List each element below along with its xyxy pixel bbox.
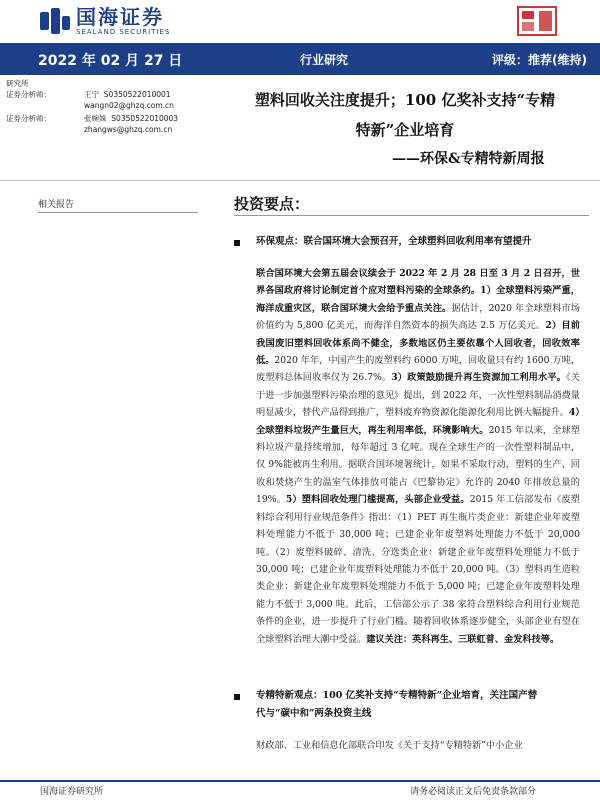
report-rating: 评级：推荐(维持) bbox=[492, 53, 587, 67]
header-divider bbox=[0, 180, 600, 181]
body-segment: 2015 年以来，全球塑料垃圾产量持续增加，每年超过 3 亿吨。现在全球生产的一次性塑料制品中，仅 9%能被再生利用。据联合国环境署统计，如果不采取行动，塑料的生产、回收和焚烧产生的温室气体排放可能占《巴黎协定》允许的 2040 年排放总量的 19%。 bbox=[256, 424, 580, 506]
emphasis-text: 3）政策鼓励提升再生资源加工利用水平。 bbox=[391, 372, 567, 384]
body-segment: 2020 年年，中国产生的废塑料约 6000 万吨，回收量只有约 1600 万吨，废塑料总体回收率仅为 26.7%。 bbox=[256, 355, 581, 384]
related-reports-divider bbox=[38, 212, 198, 213]
investment-heading: 投资要点： bbox=[234, 195, 310, 213]
emphasis-text: 5）塑料回收处理门槛提高，头部企业受益。 bbox=[285, 494, 470, 506]
footer-disclaimer: 请务必阅读正文后免责条款部分 bbox=[410, 787, 537, 797]
report-type: 行业研究 bbox=[300, 53, 349, 67]
report-title bbox=[230, 85, 580, 145]
point-1-title: 环保观点：联合国环境大会预召开，全球塑料回收利用率有望提升 bbox=[256, 236, 532, 247]
title-line-1: 塑料回收关注度提升；100 亿奖补支持“专精 bbox=[254, 91, 556, 109]
emphasis-text: 4）全球塑料垃圾产生量巨大，再生利用率低，环境影响大。 bbox=[256, 407, 580, 436]
related-reports-label: 相关报告 bbox=[38, 200, 75, 210]
analyst-cert: S0350522010001 bbox=[103, 90, 171, 99]
analyst-1-email: wangn02@ghzq.com.cn bbox=[84, 101, 174, 110]
body-segment: 《关于进一步加强塑料污染治理的意见》提出，到 2022 年，一次性塑料制品消费量明显减少，替代产品得到推广，塑料废弃物资源化能源化利用比例大幅提升。 bbox=[256, 372, 580, 419]
analyst-label: 证券分析师： bbox=[6, 114, 51, 123]
bullet-icon bbox=[234, 694, 240, 700]
body-segment: 据估计，2020 年全球塑料市场价值约为 5,800 亿美元，而海洋自然资本的损失高达 2.5 万亿美元。 bbox=[256, 302, 580, 332]
report-banner bbox=[0, 43, 600, 75]
investment-divider bbox=[234, 215, 589, 216]
analyst-cert: S0350522010003 bbox=[111, 114, 179, 123]
body-segment: 2015 年工信部发布《废塑料综合利用行业规范条件》指出：（1）PET 再生瓶片类企业：新建企业年废塑料处理能力不低于 30,000 吨；已建企业年废塑料处理能力不低于 20,000 吨。（2）废塑料破碎、清洗、分选类企业：新建企业年废塑料处理能力不低于 30,000 吨；已建企业年废塑料处理能力不低于 20,000 吨。（3）塑料再生造粒类企业：新建企业年废塑料处理能力不低于 5,000 吨；已建企业年废塑料处理能力不低于 3,000 吨。此后，工信部公示了 38 家符合塑料综合利用行业规范条件的企业，进一步提升了行业门槛。随着回收体系逐步健全，头部企业有望在全球塑料治理大潮中受益。 bbox=[256, 494, 580, 645]
institute-label: 研究所 bbox=[6, 79, 29, 88]
point-2-body: 财政部、工业和信息化部联合印发《关于支持“专精特新”中小企业 bbox=[256, 740, 523, 751]
bullet-icon bbox=[234, 240, 240, 246]
analyst-2 bbox=[6, 113, 178, 124]
seal-stamp-icon bbox=[517, 6, 557, 36]
analyst-name: 张婉姝 bbox=[84, 114, 107, 123]
point-2-title: 专精特新观点：100 亿奖补支持“专精特新”企业培育，关注国产替 代与“碳中和”两条投资主线 bbox=[256, 690, 538, 719]
analyst-1 bbox=[6, 89, 171, 100]
logo-english-name: SEALAND SECURITIES bbox=[76, 28, 171, 36]
footer-divider bbox=[0, 780, 600, 782]
emphasis-text: 建议关注：英科再生、三联虹普、金发科技等。 bbox=[366, 633, 560, 645]
logo-chinese-name: 国海证券 bbox=[76, 5, 164, 29]
company-logo bbox=[40, 6, 170, 36]
emphasis-text: 2）目前我国废旧塑料回收体系尚不健全，多数地区仍主要依靠个人回收者，回收效率低。 bbox=[256, 320, 580, 367]
point-1-body bbox=[256, 265, 580, 648]
analyst-name: 王宁 bbox=[84, 90, 99, 99]
footer-institute: 国海证券研究所 bbox=[40, 787, 104, 797]
emphasis-text: 联合国环境大会第五届会议续会于 2022 年 2 月 28 日至 3 月 2 日召开，世界各国政府将讨论制定首个应对塑料污染的全球条约。1）全球塑料污染严重，海洋成重灾区，联合国环境大会给予重点关注。 bbox=[256, 268, 580, 314]
report-subtitle: ——环保&专精特新周报 bbox=[392, 151, 545, 167]
logo-mark-icon bbox=[40, 8, 70, 34]
title-line-2: 特新”企业培育 bbox=[355, 121, 455, 139]
report-date: 2022 年 02 月 27 日 bbox=[38, 53, 183, 69]
analyst-2-email: zhangws@ghzq.com.cn bbox=[84, 125, 173, 134]
analyst-label: 证券分析师： bbox=[6, 90, 51, 99]
